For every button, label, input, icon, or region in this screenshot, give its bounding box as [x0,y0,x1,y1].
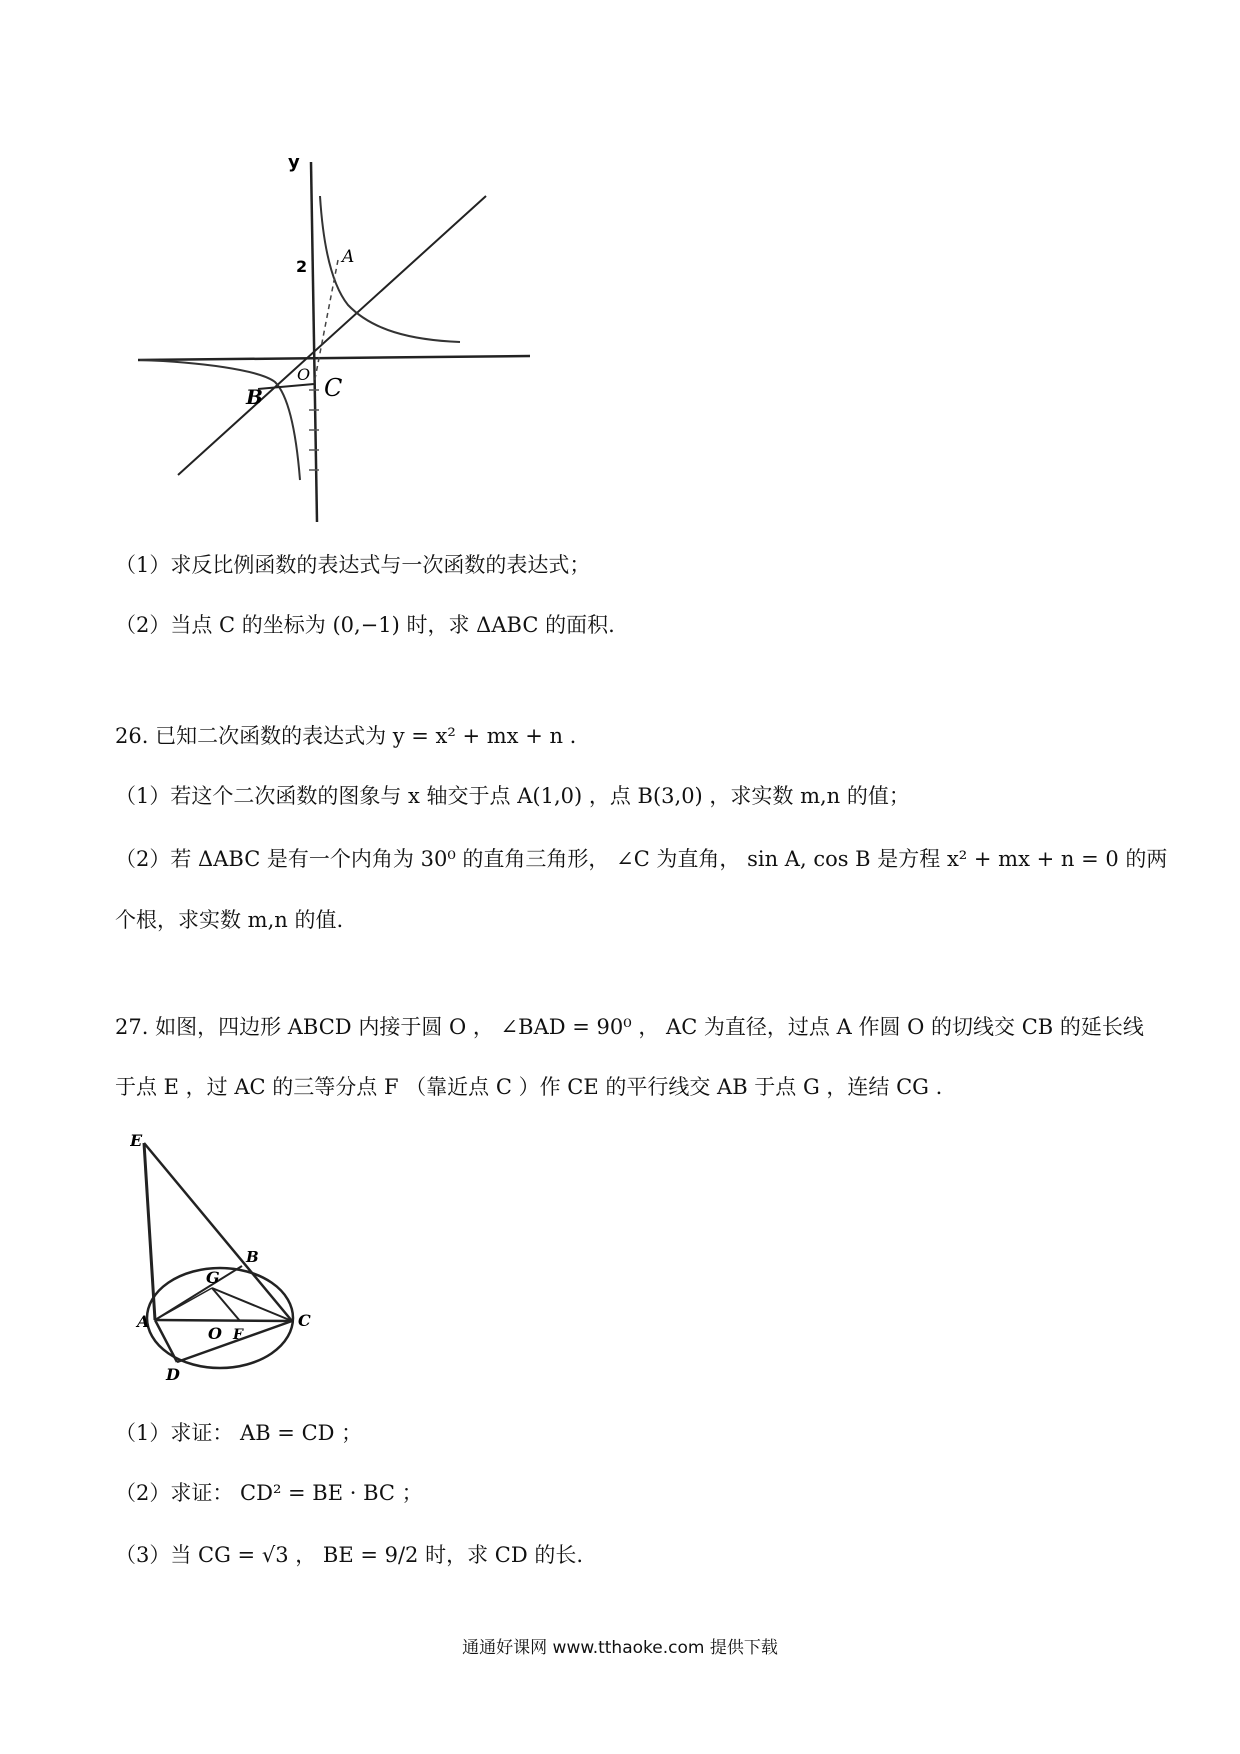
q25-part2: （2）当点 C 的坐标为 (0,−1) 时，求 ΔABC 的面积. [115,613,615,637]
label-point-c: C [324,374,343,402]
q27-part2: （2）求证： CD² = BE · BC ； [115,1481,423,1505]
y-axis [311,162,317,522]
label-d: D [166,1365,180,1384]
q25-part1: （1）求反比例函数的表达式与一次函数的表达式； [115,553,591,577]
label-point-a: A [342,247,355,267]
linear-function-line [178,196,486,475]
hyperbola-branch-right [320,196,460,342]
q26-part2-line2: 个根，求实数 m,n 的值. [115,908,344,932]
label-y-axis: y [288,152,300,173]
label-g: G [206,1268,220,1287]
circle-o [147,1268,293,1368]
label-c: C [298,1311,311,1330]
segment-ea [144,1143,155,1320]
segment-gc [212,1288,292,1321]
x-axis [138,356,530,360]
q27-stem-line1: 27. 如图，四边形 ABCD 内接于圆 O ， ∠BAD = 90⁰ ， AC 为直径，过点 A 作圆 O 的切线交 CB 的延长线 [115,1015,1144,1039]
q26-part2-line1: （2）若 ΔABC 是有一个内角为 30⁰ 的直角三角形， ∠C 为直角， sin A, cos B 是方程 x² + mx + n = 0 的两 [115,847,1168,871]
q27-part3: （3）当 CG = √3 ， BE = 9/2 时，求 CD 的长. [115,1543,584,1567]
segment-bc [258,384,314,389]
figure-circle-geometry [130,1128,370,1388]
q27-stem-line2: 于点 E ，过 AC 的三等分点 F （靠近点 C ）作 CE 的平行线交 AB 于点 G ，连结 CG . [115,1075,943,1099]
segment-ac [155,1320,292,1321]
label-tick-2: 2 [296,257,308,276]
segment-ag [155,1288,212,1320]
label-b: B [246,1248,259,1266]
q27-part1: （1）求证： AB = CD ； [115,1421,363,1445]
figure-coordinate-graph [110,150,540,530]
label-origin: O [297,365,311,384]
q26-part1: （1）若这个二次函数的图象与 x 轴交于点 A(1,0) ，点 B(3,0) ，求实数 m,n 的值； [115,784,910,808]
label-o: O [208,1324,222,1343]
label-f: F [233,1327,243,1343]
label-point-b: B [246,385,263,409]
label-a: A [137,1312,150,1331]
segment-ad [155,1320,177,1362]
hyperbola-branch-left [140,360,300,480]
footer-source: 通通好课网 www.tthaoke.com 提供下载 [462,1638,778,1658]
q26-stem: 26. 已知二次函数的表达式为 y = x² + mx + n . [115,724,577,748]
segment-ac [314,260,338,384]
label-e: E [130,1131,143,1150]
